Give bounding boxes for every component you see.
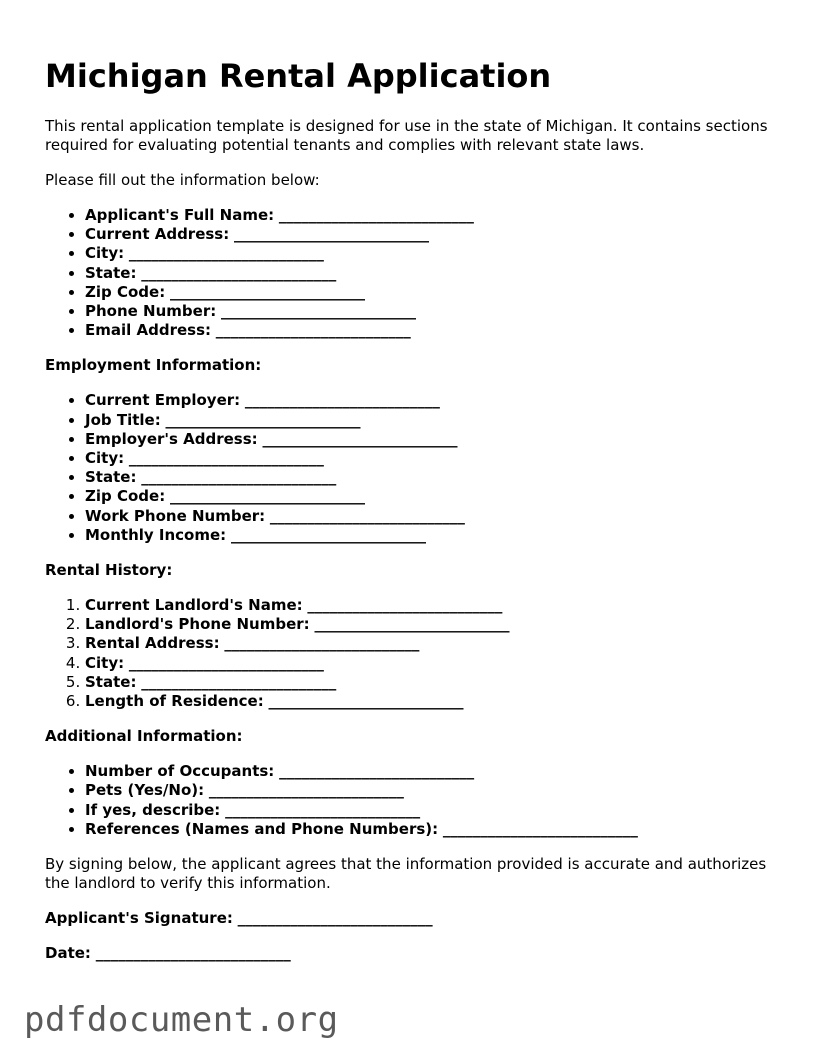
field-label: Current Address: (85, 225, 230, 244)
list-item (85, 206, 785, 225)
list-item (85, 762, 785, 781)
fill-in-line[interactable]: __________________________ (268, 692, 464, 711)
list-item (85, 283, 785, 302)
list-item (85, 391, 785, 410)
list-item (85, 507, 785, 526)
rental-history-heading: Rental History: (45, 561, 173, 580)
list-item (85, 692, 785, 711)
fill-in-line[interactable]: __________________________ (165, 410, 361, 429)
field-label: Work Phone Number: (85, 506, 266, 525)
additional-fields-list (45, 762, 785, 839)
fill-in-line[interactable]: __________________________ (128, 244, 324, 263)
rental-history-fields-list (45, 596, 785, 711)
field-label: Applicant's Full Name: (85, 206, 275, 224)
fill-in-line[interactable]: __________________________ (230, 525, 426, 544)
fill-in-line[interactable]: __________________________ (169, 487, 365, 506)
list-item (85, 264, 785, 283)
field-label: State: (85, 468, 137, 487)
date-label: Date: (45, 944, 91, 963)
fill-in-line[interactable]: __________________________ (307, 596, 503, 615)
fill-in-line[interactable]: __________________________ (141, 468, 337, 487)
field-label: City: (85, 653, 125, 672)
list-item (85, 526, 785, 545)
fill-in-line[interactable]: __________________________ (208, 781, 404, 800)
signature-row (45, 909, 785, 928)
fill-in-line[interactable]: __________________________ (234, 225, 430, 244)
fill-in-line[interactable]: __________________________ (269, 506, 465, 525)
fill-in-line[interactable]: __________________________ (215, 321, 411, 340)
date-line[interactable]: __________________________ (95, 944, 291, 963)
fill-in-line[interactable]: __________________________ (128, 653, 324, 672)
field-label: References (Names and Phone Numbers): (85, 819, 439, 838)
applicant-fields-list (45, 206, 785, 340)
list-item (85, 468, 785, 487)
field-label: State: (85, 263, 137, 282)
fill-in-line[interactable]: __________________________ (314, 615, 510, 634)
fill-in-line[interactable]: __________________________ (141, 672, 337, 691)
field-label: Monthly Income: (85, 525, 227, 544)
list-item (85, 801, 785, 820)
field-label: Length of Residence: (85, 692, 264, 711)
fill-in-line[interactable]: __________________________ (442, 819, 638, 838)
agreement-paragraph: By signing below, the applicant agrees that the information provided is accurate and authorizes the landlord to verify this information. (45, 855, 767, 893)
document-page (45, 54, 785, 979)
date-row (45, 944, 785, 963)
list-item (85, 487, 785, 506)
employment-heading: Employment Information: (45, 356, 262, 375)
field-label: City: (85, 449, 125, 468)
field-label: Landlord's Phone Number: (85, 615, 310, 634)
field-label: If yes, describe: (85, 800, 221, 819)
field-label: Current Employer: (85, 391, 241, 410)
field-label: State: (85, 672, 137, 691)
list-item (85, 321, 785, 340)
field-label: Zip Code: (85, 282, 166, 301)
list-item (85, 820, 785, 839)
list-item (85, 634, 785, 653)
employment-fields-list (45, 391, 785, 545)
fill-in-line[interactable]: __________________________ (221, 302, 417, 321)
fill-in-line[interactable]: __________________________ (169, 282, 365, 301)
field-label: Zip Code: (85, 487, 166, 506)
fill-in-line[interactable]: __________________________ (244, 391, 440, 410)
list-item (85, 596, 785, 615)
field-label: Email Address: (85, 321, 212, 340)
field-label: Number of Occupants: (85, 762, 275, 781)
intro-paragraph: This rental application template is designed for use in the state of Michigan. It contains sections required for evaluating potential tenants and complies with relevant state laws. (45, 117, 768, 154)
list-item (85, 615, 785, 634)
fill-in-line[interactable]: __________________________ (262, 429, 458, 448)
fill-in-line[interactable]: __________________________ (141, 263, 337, 282)
fill-in-line[interactable]: __________________________ (278, 206, 474, 224)
fill-in-line[interactable]: __________________________ (224, 634, 420, 653)
watermark: pdfdocument.org (24, 1000, 339, 1040)
field-label: Pets (Yes/No): (85, 781, 205, 800)
list-item (85, 411, 785, 430)
fill-in-line[interactable]: __________________________ (128, 449, 324, 468)
list-item (85, 302, 785, 321)
field-label: Employer's Address: (85, 429, 258, 448)
signature-label: Applicant's Signature: (45, 909, 233, 928)
list-item (85, 673, 785, 692)
list-item (85, 244, 785, 263)
list-item (85, 654, 785, 673)
field-label: Rental Address: (85, 634, 220, 653)
field-label: Job Title: (85, 410, 161, 429)
field-label: City: (85, 244, 125, 263)
page-title: Michigan Rental Application (45, 57, 552, 95)
instruction-text: Please fill out the information below: (45, 171, 320, 189)
field-label: Current Landlord's Name: (85, 596, 303, 615)
list-item (85, 781, 785, 800)
list-item (85, 430, 785, 449)
additional-info-heading: Additional Information: (45, 727, 243, 746)
signature-line[interactable]: __________________________ (237, 909, 433, 928)
fill-in-line[interactable]: __________________________ (225, 800, 421, 819)
list-item (85, 449, 785, 468)
fill-in-line[interactable]: __________________________ (279, 762, 475, 781)
field-label: Phone Number: (85, 302, 217, 321)
list-item (85, 225, 785, 244)
